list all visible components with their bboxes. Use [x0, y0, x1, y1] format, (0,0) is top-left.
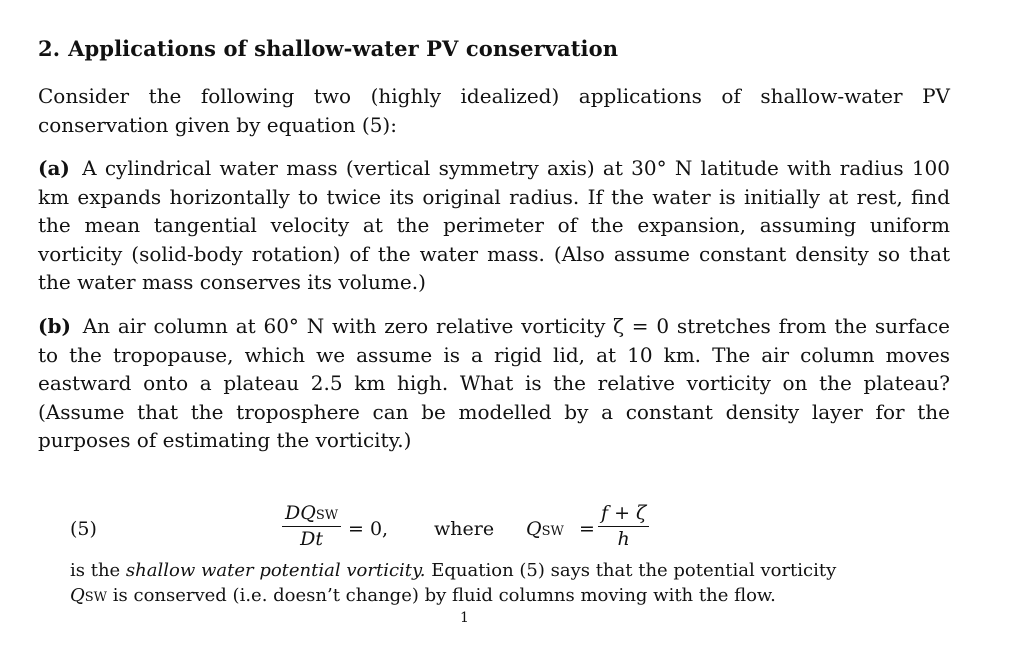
- footnote-emphasis: shallow water potential vorticity.: [125, 560, 426, 581]
- q-equals: =: [579, 518, 595, 540]
- lhs-equals-zero: = 0,: [348, 518, 389, 540]
- q-sw-symbol: QSW: [526, 518, 564, 540]
- equation-5: [70, 500, 770, 560]
- rhs-numerator: f + ζ: [601, 502, 647, 524]
- page-number: 1: [460, 610, 469, 626]
- pv-fraction: [598, 502, 649, 550]
- rhs-denominator: h: [617, 528, 630, 550]
- section-heading: [38, 36, 618, 61]
- footnote-q-sub: SW: [84, 590, 108, 605]
- part-b-text: An air column at 60° N with zero relative vorticity ζ = 0 stretches from the surface to the tropopause, which we assume is a rigid lid, at 10 km. The air column moves eastward onto a plateau 2.5 km high. What is the relative vorticity on the plateau? (Assume that the troposphere can be modelled by a constant density layer for the purposes of estimating the vorticity.): [38, 314, 950, 452]
- equation-number: (5): [70, 518, 97, 540]
- lhs-numerator: DQSW: [285, 502, 339, 524]
- fraction-bar: [282, 526, 341, 527]
- part-b-paragraph: [38, 312, 950, 455]
- part-a-paragraph: [38, 154, 950, 297]
- footnote-line-1: [70, 558, 930, 583]
- part-a-label: (a): [38, 156, 70, 180]
- footnote-pre: is the: [70, 560, 126, 581]
- intro-paragraph: Consider the following two (highly idealized) applications of shallow-water PV conservation given by equation (5):: [38, 84, 950, 137]
- where-word: where: [434, 518, 495, 540]
- footnote-q-symbol: Q: [70, 585, 85, 606]
- footnote-line-2: [70, 583, 930, 610]
- section-number: 2.: [38, 36, 61, 61]
- footnote-line-2-text: is conserved (i.e. doesn’t change) by fluid columns moving with the flow.: [107, 585, 776, 606]
- section-title: Applications of shallow-water PV conservation: [68, 36, 619, 61]
- part-a-text: A cylindrical water mass (vertical symmetry axis) at 30° N latitude with radius 100 km expands horizontally to twice its original radius. If the water is initially at rest, find the mean tangential velocity at the perimeter of the expansion, assuming uniform vorticity (solid-body rotation) of the water mass. (Also assume constant density so that the water mass conserves its volume.): [38, 156, 951, 294]
- fraction-bar: [598, 526, 649, 527]
- material-derivative-fraction: [282, 502, 341, 550]
- part-b-label: (b): [38, 314, 71, 338]
- lhs-denominator: Dt: [300, 528, 323, 550]
- footnote-post: Equation (5) says that the potential vorticity: [425, 560, 837, 581]
